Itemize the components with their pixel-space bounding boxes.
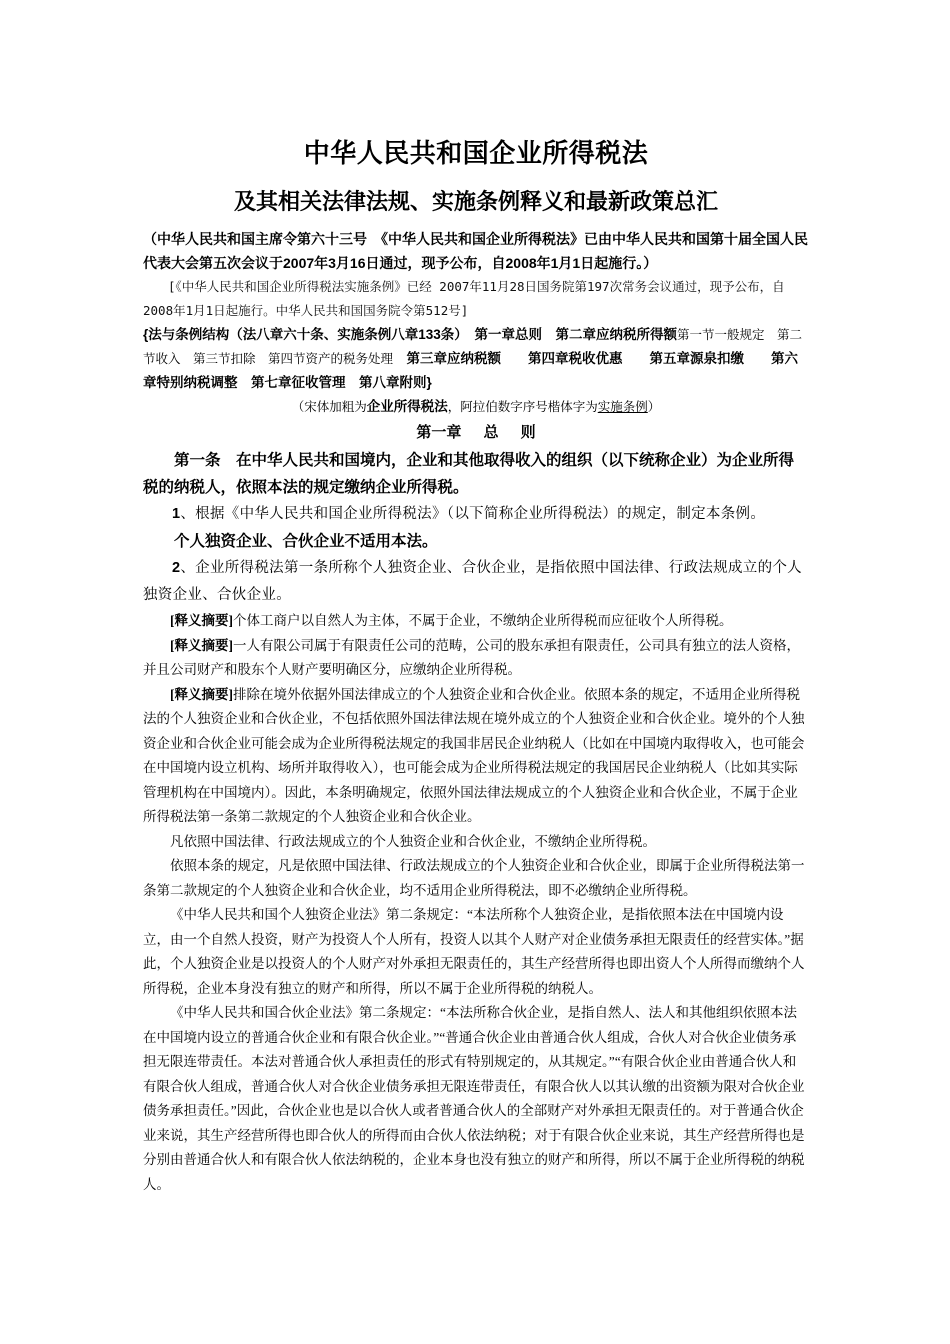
structure-part1: {法与条例结构（法八章六十条、实施条例八章133条） 第一章总则 第二章应纳税所得额 <box>143 327 678 342</box>
explanation-tag: [释义摘要] <box>170 613 233 628</box>
rule-2 <box>143 555 809 609</box>
article-1-law: 第一条 在中华人民共和国境内，企业和其他取得收入的组织（以下统称企业）为企业所得税的纳税人，依照本法的规定缴纳企业所得税。 <box>143 452 795 496</box>
body-paragraph: 凡依照中国法律、行政法规成立的个人独资企业和合伙企业，不缴纳企业所得税。 <box>170 833 656 849</box>
structure-part2: 第一节一般规定 第二节收入 第三节扣除 第四节资产的税务处理 <box>143 327 803 366</box>
document-title: 中华人民共和国企业所得税法 <box>303 138 649 168</box>
rule-2-number: 2 <box>172 560 181 576</box>
document-subtitle: 及其相关法律法规、实施条例释义和最新政策总汇 <box>233 189 718 215</box>
decree-paragraph: （中华人民共和国主席令第六十三号 《中华人民共和国企业所得税法》已由中华人民共和国第十届全国人民代表大会第五次会议于2007年3月16日通过，现予公布，自2008年1月1日起施行。） <box>143 231 808 271</box>
explanation-text: 个体工商户以自然人为主体，不属于企业，不缴纳企业所得税而应征收个人所得税。 <box>233 613 733 628</box>
rule-1-number: 1 <box>172 506 181 522</box>
explanation-text: 排除在境外依据外国法律成立的个人独资企业和合伙企业。依照本条的规定，不适用企业所得税法的个人独资企业和合伙企业，不包括依照外国法律法规在境外成立的个人独资企业和合伙企业。境外的个人独资企业和合伙企业可能会成为企业所得税法规定的我国非居民企业纳税人（比如在中国境内取得收入，也可能会在中国境内设立机构、场所并取得收入），也可能会成为企业所得税法规定的我国居民企业纳税人（比如其实际管理机构在中国境内）。因此，本条明确规定，依照外国法律法规成立的个人独资企业和合伙企业，不属于企业所得税法第一条第二款规定的个人独资企业和合伙企业。 <box>143 686 805 824</box>
explanation-paragraph <box>143 634 809 683</box>
explanation-paragraph <box>143 609 809 634</box>
document-body <box>143 133 809 1197</box>
body-paragraph: 《中华人民共和国个人独资企业法》第二条规定：“本法所称个人独资企业，是指依照本法在中国境内设立，由一个自然人投资，财产为投资人个人所有，投资人以其个人财产对企业债务承担无限责任的经营实体。”据此，个人独资企业是以投资人的个人财产对外承担无限责任的，其生产经营所得也即出资人个人所得而缴纳个人所得税，企业本身没有独立的财产和所得，所以不属于企业所得税的纳税人。 <box>143 907 805 996</box>
explanation-paragraph <box>143 683 809 830</box>
legend-prefix: （宋体加粗为 <box>291 399 367 414</box>
body-paragraph: 《中华人民共和国合伙企业法》第二条规定：“本法所称合伙企业，是指自然人、法人和其他组织依照本法在中国境内设立的普通合伙企业和有限合伙企业。”“普通合伙企业由普通合伙人组成，合伙人对合伙企业债务承担无限连带责任。本法对普通合伙人承担责任的形式有特别规定的，从其规定。”“有限合伙企业由普通合伙人和有限合伙人组成，普通合伙人对合伙企业债务承担无限连带责任，有限合伙人以其认缴的出资额为限对合伙企业债务承担责任。”因此，合伙企业也是以合伙人或者普通合伙人的全部财产对外承担无限责任的。对于普通合伙企业来说，其生产经营所得也即合伙人的所得而由合伙人依法纳税；对于有限合伙企业来说，其生产经营所得也是分别由普通合伙人和有限合伙人依法纳税的，企业本身也没有独立的财产和所得，所以不属于企业所得税的纳税人。 <box>143 1005 805 1192</box>
rule-1-text: 、根据《中华人民共和国企业所得税法》（以下简称企业所得税法）的规定，制定本条例。 <box>180 506 766 522</box>
article-1-law-part2: 个人独资企业、合伙企业不适用本法。 <box>174 533 438 550</box>
explanation-tag: [释义摘要] <box>170 686 233 702</box>
explanation-tag: [释义摘要] <box>170 637 233 653</box>
rule-1 <box>143 501 809 528</box>
implementation-note: [《中华人民共和国企业所得税法实施条例》已经 2007年11月28日国务院第197次常务会议通过，现予公布，自2008年1月1日起施行。中华人民共和国国务院令第512号] <box>143 279 785 318</box>
legend-underlined-text: 实施条例 <box>597 399 648 414</box>
legend-bold-text: 企业所得税法 <box>366 399 448 414</box>
structure-summary <box>143 323 809 395</box>
rule-2-text: 、企业所得税法第一条所称个人独资企业、合伙企业，是指依照中国法律、行政法规成立的个人独资企业、合伙企业。 <box>143 560 802 603</box>
structure-part3: 第三章应纳税额 第四章税收优惠 第五章源泉扣缴 第六章特别纳税调整 第七章征收管理 第八章附则} <box>143 351 799 390</box>
legend-middle: ，阿拉伯数字序号楷体字为 <box>447 399 598 414</box>
legend-suffix: ） <box>647 399 661 414</box>
format-legend <box>143 395 809 419</box>
chapter-heading: 第一章 总 则 <box>416 424 536 441</box>
body-paragraph: 依照本条的规定，凡是依照中国法律、行政法规成立的个人独资企业和合伙企业，即属于企业所得税法第一条第二款规定的个人独资企业和合伙企业，均不适用企业所得税法，即不必缴纳企业所得税。 <box>143 858 805 898</box>
explanation-text: 一人有限公司属于有限责任公司的范畴，公司的股东承担有限责任，公司具有独立的法人资格，并且公司财产和股东个人财产要明确区分，应缴纳企业所得税。 <box>143 637 800 677</box>
